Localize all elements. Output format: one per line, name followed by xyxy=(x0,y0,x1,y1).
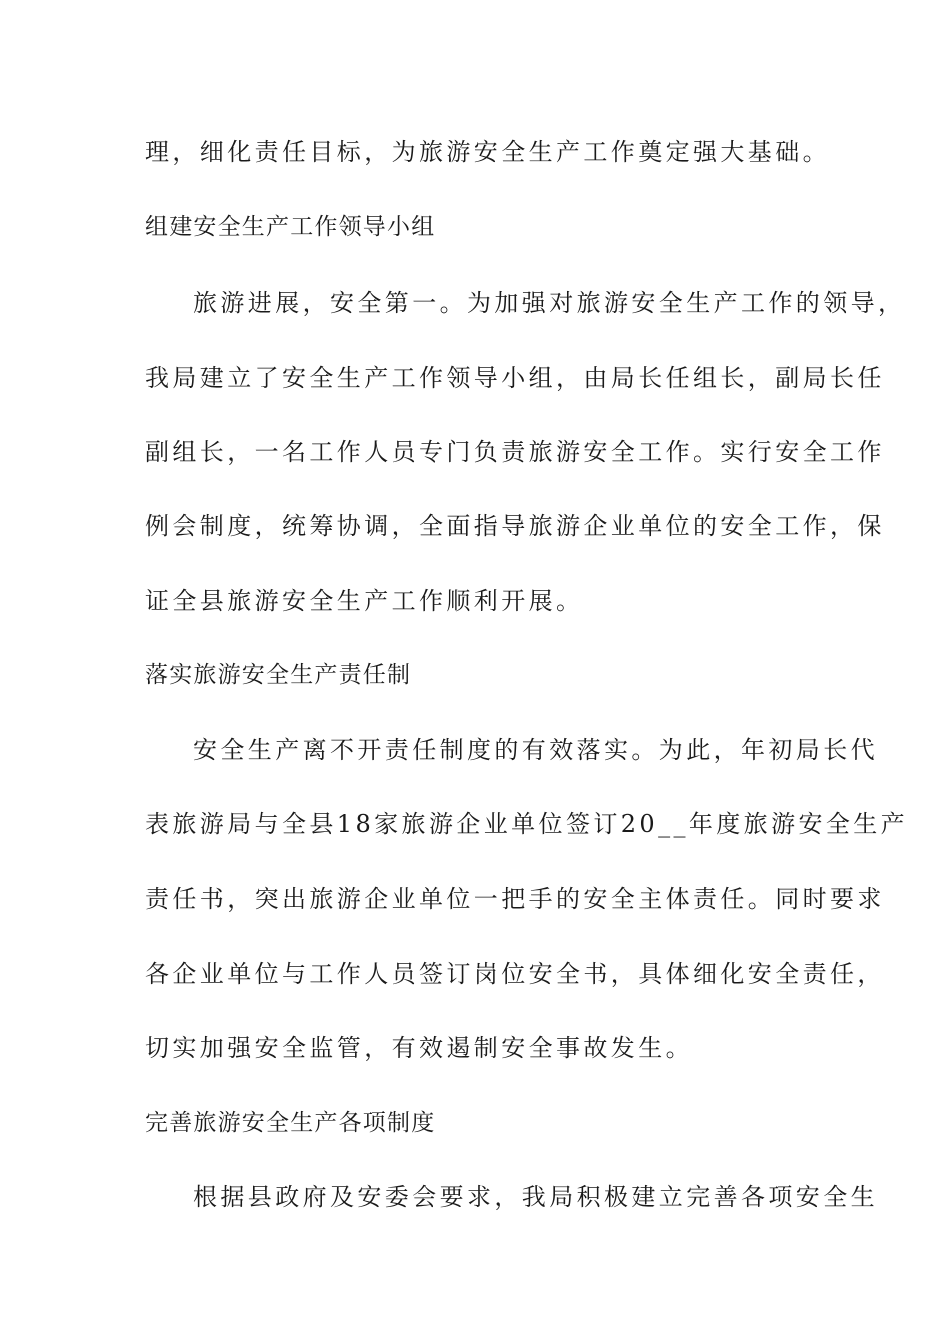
paragraph-line: 我局建立了安全生产工作领导小组，由局长任组长，副局长任 xyxy=(145,364,885,392)
paragraph-line: 表旅游局与全县18家旅游企业单位签订20__年度旅游安全生产 xyxy=(145,810,909,838)
paragraph-line: 旅游进展，安全第一。为加强对旅游安全生产工作的领导， xyxy=(193,289,906,317)
paragraph-line: 各企业单位与工作人员签订岗位安全书，具体细化安全责任， xyxy=(145,960,885,988)
paragraph-line: 例会制度，统筹协调，全面指导旅游企业单位的安全工作，保 xyxy=(145,512,885,540)
paragraph-line: 切实加强安全监管，有效遏制安全事故发生。 xyxy=(145,1034,693,1062)
paragraph-line: 根据县政府及安委会要求，我局积极建立完善各项安全生 xyxy=(193,1183,878,1211)
paragraph-line: 副组长，一名工作人员专门负责旅游安全工作。实行安全工作 xyxy=(145,438,885,466)
section-heading: 组建安全生产工作领导小组 xyxy=(145,214,436,240)
paragraph-line: 证全县旅游安全生产工作顺利开展。 xyxy=(145,587,584,615)
section-heading: 落实旅游安全生产责任制 xyxy=(145,662,412,688)
section-heading: 完善旅游安全生产各项制度 xyxy=(145,1110,436,1136)
paragraph-line: 理，细化责任目标，为旅游安全生产工作奠定强大基础。 xyxy=(145,138,830,166)
paragraph-line: 责任书，突出旅游企业单位一把手的安全主体责任。同时要求 xyxy=(145,885,885,913)
paragraph-line: 安全生产离不开责任制度的有效落实。为此，年初局长代 xyxy=(193,736,878,764)
